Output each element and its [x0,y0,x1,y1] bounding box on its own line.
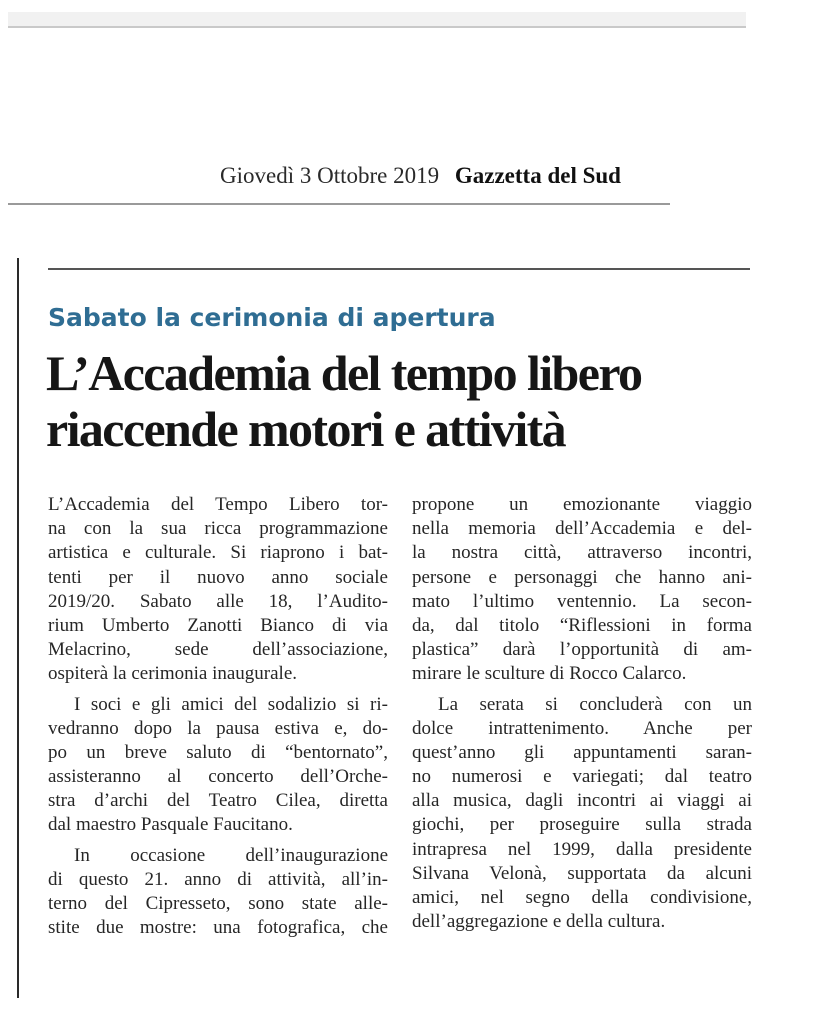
text-line: ospiterà la cerimonia inaugurale. [48,663,298,685]
text-line: alla musica, dagli incontri ai viaggi ai [412,790,752,812]
article-kicker: Sabato la cerimonia di apertura [48,303,496,332]
newspaper-name: Gazzetta del Sud [454,163,621,188]
article-headline [46,345,746,457]
text-line: di questo 21. anno di attività, all’in- [48,868,388,890]
text-line: persone e personaggi che hanno ani- [412,566,752,588]
text-line: intrapresa nel 1999, dalla presidente [412,838,752,860]
text-line: dell’aggregazione e della cultura. [412,911,666,933]
text-line: mato l’ultimo ventennio. La secon- [412,590,752,612]
article-column-left [48,493,388,940]
text-line: In occasione dell’inaugurazione [74,844,388,866]
headline-line: L’Accademia del tempo libero [46,345,642,401]
text-line: nella memoria dell’Accademia e del- [412,518,752,540]
publication-date: Giovedì 3 Ottobre 2019 [220,163,440,188]
text-line: assisteranno al concerto dell’Orche- [48,766,388,788]
masthead-rule [8,203,670,205]
text-line: quest’anno gli appuntamenti saran- [412,741,752,763]
headline-line: riaccende motori e attività [46,401,566,457]
article-column-right [412,493,752,934]
text-line: amici, nel segno della condivisione, [412,887,752,908]
text-line: po un breve saluto di “bentornato”, [48,741,388,763]
text-line: dolce intrattenimento. Anche per [412,717,752,739]
text-line: mirare le sculture di Rocco Calarco. [412,663,687,685]
text-line: vedranno dopo la pausa estiva e, do- [48,717,388,739]
text-line: giochi, per proseguire sulla strada [412,814,752,836]
text-line: terno del Cipresseto, sono state alle- [48,893,388,914]
text-line: dal maestro Pasquale Faucitano. [48,814,293,836]
text-line: tenti per il nuovo anno sociale [48,566,388,588]
text-line: plastica” darà l’opportunità di am- [412,639,752,661]
text-line: artistica e culturale. Si riaprono i bat- [48,542,388,564]
text-line: rium Umberto Zanotti Bianco di via [48,614,388,636]
text-line: da, dal titolo “Riflessioni in forma [412,614,752,636]
text-line: na con la sua ricca programmazione [48,518,388,540]
text-line: 2019/20. Sabato alle 18, l’Audito- [48,590,388,612]
text-line: no numerosi e variegati; dal teatro [412,766,752,788]
text-line: I soci e gli amici del sodalizio si ri- [74,693,388,715]
text-line: stite due mostre: una fotografica, che [48,917,388,939]
article-top-rule [48,268,750,270]
text-line: Melacrino, sede dell’associazione, [48,639,388,661]
text-line: propone un emozionante viaggio [412,494,752,515]
masthead [220,163,670,189]
text-line: L’Accademia del Tempo Libero tor- [48,494,388,515]
text-line: la nostra città, attraverso incontri, [412,542,752,564]
top-rule [8,12,746,28]
text-line: La serata si concluderà con un [438,693,752,715]
text-line: Silvana Velonà, supportata da alcuni [412,862,752,884]
clipping-edge-bar [17,258,19,998]
text-line: stra d’archi del Teatro Cilea, diretta [48,790,388,812]
